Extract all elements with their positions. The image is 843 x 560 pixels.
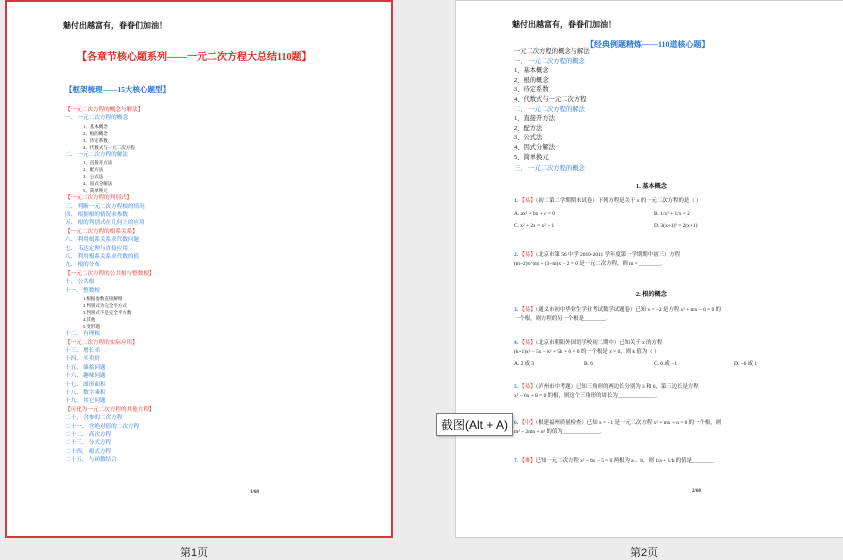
outline-item: 十六、 趣味问题 <box>65 373 106 380</box>
page-number: 1/68 <box>250 490 259 495</box>
framework-title: 【框架梳理——15大核心题型】 <box>65 85 170 94</box>
document-title: 【经典例题精炼——110道核心题】 <box>586 40 710 49</box>
document-page-1[interactable] <box>5 0 393 538</box>
question-4: 4. 【易】（北京市朝阳外国语学校初二期中）已知关于 x 的方程 (k+1)x² − 5x − k² + 5k + 6 = 0 的一个根是 x = 0，则 k 值为（ ） A. 2 或 3 B. 6 C. 6 或 −1 D. −6 或 1 <box>514 340 758 367</box>
outline-item: 【可化为一元二次方程的其他方程】 <box>65 406 155 413</box>
outline-item: 十八、 数字乘积 <box>65 389 106 396</box>
subsection-heading: 1. 基本概念 <box>636 183 667 190</box>
outline-item: 十三、 增长率 <box>65 347 100 354</box>
outline-item: 2、根的概念 <box>514 76 549 84</box>
question-6: 6. 【中】（根建福州质量检查）已知 x = −1 是一元二次方程 x² + mx + n = 0 的一个根，则 m² − 2mn + n² 的值为______________. <box>514 420 722 435</box>
subsection-heading: 2. 根的概念 <box>636 291 667 298</box>
outline-item: 二、 一元二次方程的解法 <box>514 105 585 113</box>
outline-item: 十四、 买卖价 <box>65 356 100 363</box>
outline-item: 十二、 有理根 <box>65 331 100 338</box>
question-2: 2. 【易】（北京市第 56 中学 2010-2011 学年度第一学期期中初三）方程 (m−2)x^|m| + (3−m)x − 2 = 0 是一元二次方程，则 m = ________. <box>514 252 681 267</box>
outline-item: 一、 一元二次方程的概念 <box>514 57 585 65</box>
outline-item: 四、 根据根的情况求参数 <box>65 212 128 219</box>
outline-item: 六、 利用根系关系求代数问题 <box>65 237 140 244</box>
outline-item: 5.变形题 <box>83 324 100 330</box>
outline-item: 十七、 图形面积 <box>65 381 106 388</box>
outline-item: 【一元二次方程的概念与解法】 <box>65 107 144 113</box>
outline-list <box>65 106 155 465</box>
question-3: 3. 【易】（通义市初中毕业生学业考试数学试题卷）已知 x = −2 是方程 x² + mx − 6 = 0 的 一个根，则方程的另一个根是________. <box>514 307 722 322</box>
outline-item: 3、公式法 <box>83 174 104 180</box>
outline-item: 一元二次方程的概念与解法 <box>514 48 590 55</box>
outline-item: 十、 公共根 <box>65 279 95 286</box>
outline-item: 1、直接开方法 <box>514 115 555 123</box>
document-title: 【各章节核心题系列——一元二次方程大总结110题】 <box>77 52 312 63</box>
outline-item: 3.判别式不是完全平方数 <box>83 310 132 316</box>
outline-item: 五、 根的判别式在几何上的应用 <box>65 220 145 227</box>
outline-item: 1、基本概念 <box>83 123 108 129</box>
outline-item: 4.其他 <box>83 317 96 323</box>
outline-item: 七、 韦达定理与直接应用 <box>65 245 128 252</box>
outline-item: 三、 判断一元二次方程根的情况 <box>65 203 145 210</box>
screenshot-tooltip: 截图(Alt + A) <box>436 413 513 436</box>
outline-item: 【一元二次方程的公共根与整数根】 <box>65 270 155 277</box>
outline-item: 二十四、 根式方程 <box>65 448 112 455</box>
question-5: 5. 【易】（泸州市中考题）已知三角形的两边长分别为 3 和 6，第三边长是方程 x² − 6x + 8 = 0 的根，则这个三角形的周长为______________. <box>514 384 699 399</box>
outline-item: 3、待定系数 <box>514 86 549 94</box>
outline-item: 十九、 其它问题 <box>65 398 106 405</box>
page-header: 魅付出越富有，眷眷们加油！ <box>512 20 616 29</box>
outline-item: 十一、 整数根 <box>65 287 100 294</box>
outline-item: 1、基本概念 <box>514 67 549 75</box>
section-heading: 三、 一元二次方程的概念 <box>514 165 585 172</box>
outline-item: 九、 根的分布 <box>65 262 100 269</box>
outline-item: 2、配方法 <box>83 167 104 173</box>
outline-item: 3、公式法 <box>514 134 543 142</box>
outline-item: 二十三、 分式方程 <box>65 440 112 447</box>
outline-item: 2.判别式为完全平方式 <box>83 303 127 309</box>
question-1: 1. 【易】（初二第二学期期末试卷）下列方程是关于 x 的一元二次方程的是（ ） A. ax² + bx + c = 0 B. 1/x² + 1/x = 2 C. x² + 2x = x² − 1 D. 3(x+1)² = 2(x+1) <box>514 198 702 229</box>
question-7: 7. 【难】已知一元二次方程 x² − 6x − 5 = 0 两根为 a 、b，则 1/a + 1/b 的值是________ <box>514 458 714 464</box>
page-header: 魅付出越富有，眷眷们加油！ <box>63 21 167 30</box>
outline-item: 5、简单换元 <box>514 153 549 161</box>
outline-item: 二十、 含参的二次方程 <box>65 415 123 422</box>
outline-item: 4、代数式与一元二次方程 <box>83 144 135 150</box>
outline-item: 二、 一元二次方程的解法 <box>65 151 128 158</box>
page-label-1[interactable]: 第1页 <box>180 547 209 559</box>
outline-item: 4、因式分解法 <box>83 181 113 187</box>
outline-item: 二十二、 高次方程 <box>65 431 112 438</box>
outline-item: 4、代数式与一元二次方程 <box>514 95 587 103</box>
page-label-2[interactable]: 第2页 <box>630 547 659 559</box>
outline-item: 八、 利用根系关系求代数的值 <box>65 254 140 261</box>
outline-item: 2、根的概念 <box>83 130 108 136</box>
outline-item: 【一元二次方程的根系关系】 <box>65 228 138 235</box>
outline-item: 【一元二次方程的判别式】 <box>65 195 133 202</box>
outline-item: 1、直接开方法 <box>83 160 113 166</box>
outline-item: 3、待定系数 <box>83 137 108 143</box>
outline-item: 二十五、 与函数结合 <box>65 457 117 464</box>
outline-item: 4、因式分解法 <box>514 143 555 151</box>
outline-item: 十五、 储蓄问题 <box>65 364 106 371</box>
outline-item: 2、配方法 <box>514 124 543 132</box>
page-number: 2/68 <box>692 489 701 494</box>
outline-item: 1.根据参数直接解根 <box>83 296 123 302</box>
outline-item: 5、简单换元 <box>83 188 108 194</box>
outline-item: 二十一、 含绝对值的二次方程 <box>65 423 140 430</box>
outline-item: 【一元二次方程的实际应用】 <box>65 339 138 346</box>
outline-list <box>514 47 590 162</box>
document-page-2[interactable] <box>455 0 843 538</box>
outline-item: 一、 一元二次方程的概念 <box>65 115 128 122</box>
